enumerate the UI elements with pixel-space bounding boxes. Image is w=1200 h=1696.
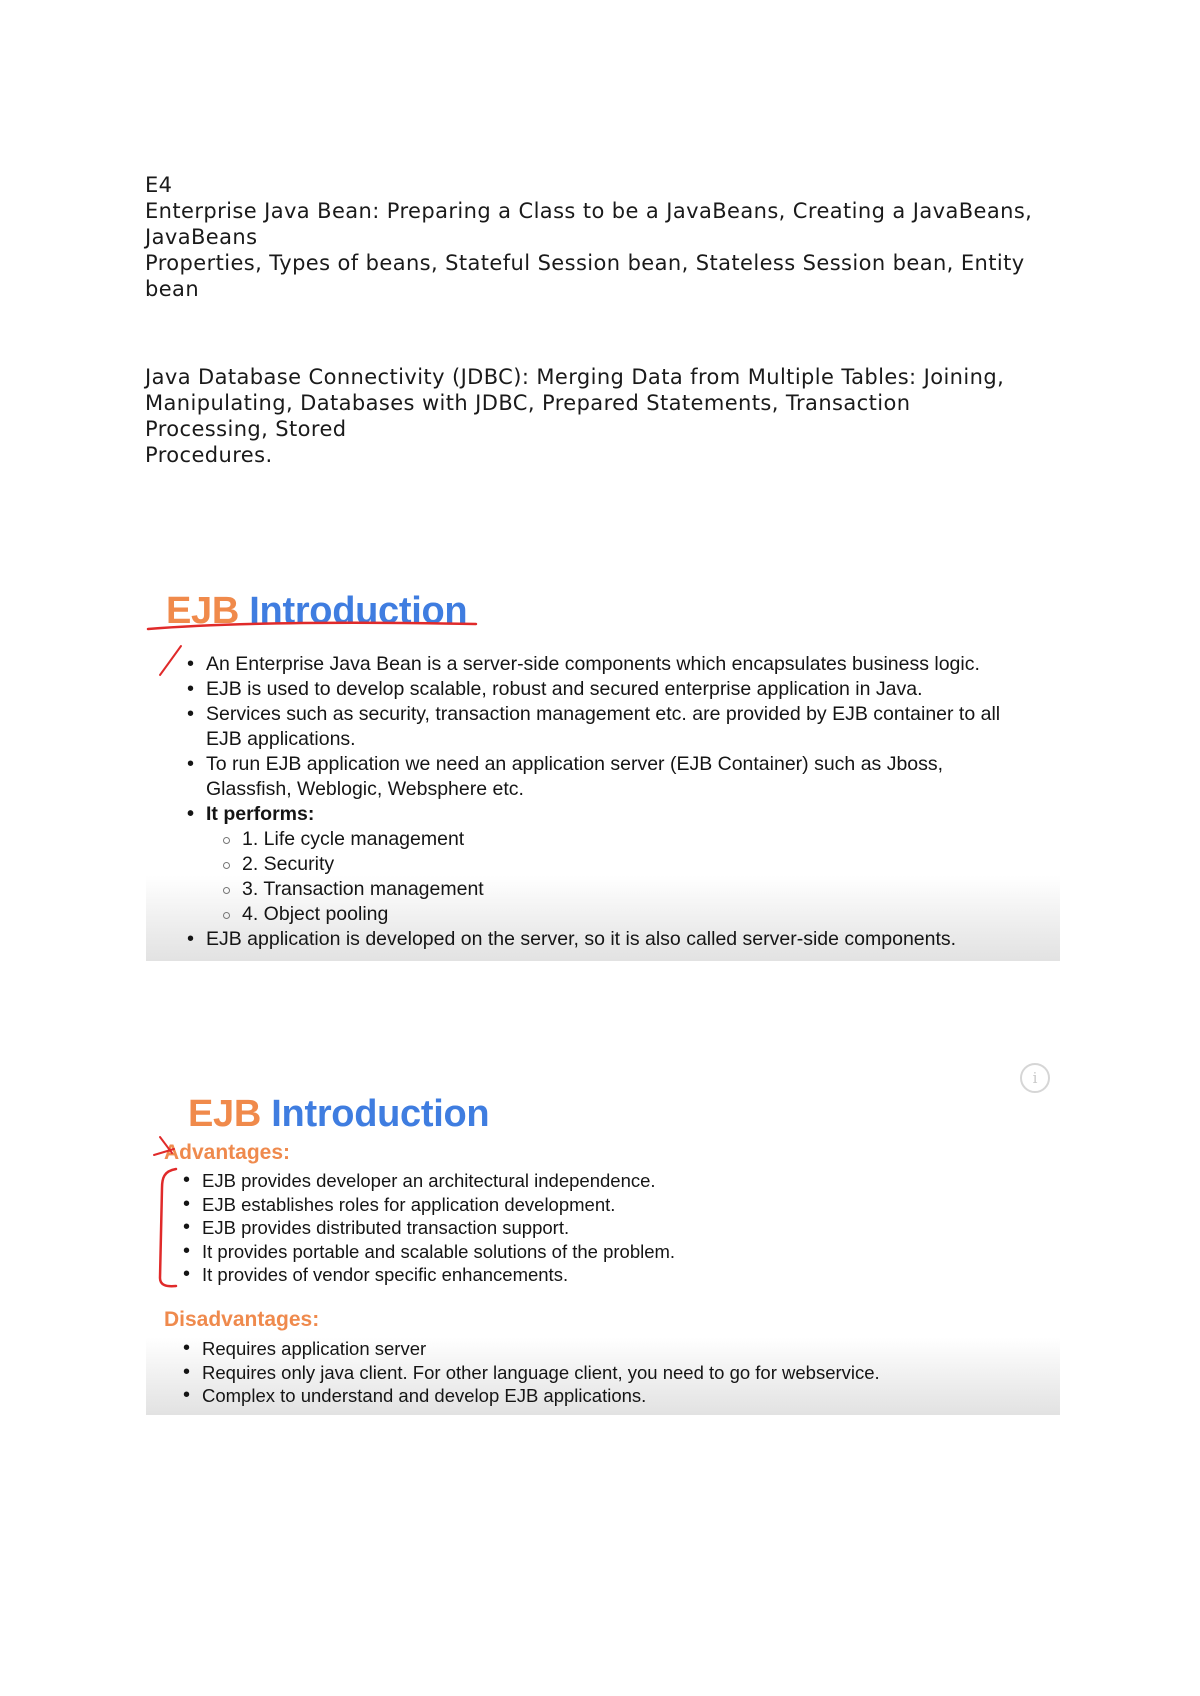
- jdbc-topics-line-3: Processing, Stored: [145, 417, 347, 441]
- list-item: • Requires application server: [182, 1337, 1042, 1361]
- slide-title-introduction: Introduction: [249, 590, 468, 632]
- list-item-performs: [186, 802, 1046, 927]
- list-item: • EJB is used to develop scalable, robust and secured enterprise application in Java.: [186, 677, 1046, 702]
- list-item: [186, 702, 1046, 752]
- list-item: 2. Security: [223, 852, 1046, 877]
- slide-title-introduction: Introduction: [271, 1093, 490, 1135]
- list-item: • Requires only java client. For other language client, you need to go for webservice.: [182, 1361, 1042, 1385]
- performs-sub-list: [206, 827, 1046, 927]
- list-item: 4. Object pooling: [223, 902, 1046, 927]
- ejb-topics-line-2: JavaBeans: [145, 225, 258, 249]
- jdbc-topics-line-1: Java Database Connectivity (JDBC): Merging Data from Multiple Tables: Joining,: [145, 365, 1005, 389]
- ejb-topics-line-4: bean: [145, 277, 200, 301]
- list-item: • It provides of vendor specific enhancements.: [182, 1263, 1042, 1287]
- list-item: • EJB establishes roles for application development.: [182, 1193, 1042, 1217]
- list-item: 3. Transaction management: [223, 877, 1046, 902]
- list-item-line: EJB applications.: [206, 728, 356, 750]
- list-item-line: Glassfish, Weblogic, Websphere etc.: [206, 778, 524, 800]
- intro-bullet-list: [186, 652, 1046, 952]
- jdbc-topics-line-4: Procedures.: [145, 443, 273, 467]
- list-item: • EJB application is developed on the server, so it is also called server-side components.: [186, 927, 1046, 952]
- paragraph-gap: [145, 302, 1065, 364]
- slide-title-ejb: EJB: [188, 1093, 262, 1135]
- list-item: 1. Life cycle management: [223, 827, 1046, 852]
- info-icon[interactable]: i: [1020, 1063, 1050, 1093]
- slide-title: [166, 590, 467, 633]
- advantages-list: [182, 1169, 1042, 1287]
- list-item: • An Enterprise Java Bean is a server-side components which encapsulates business logic.: [186, 652, 1046, 677]
- list-item: • EJB provides developer an architectural independence.: [182, 1169, 1042, 1193]
- disadvantages-list: [182, 1337, 1042, 1408]
- advantages-heading: Advantages:: [164, 1141, 291, 1164]
- slide-title-ejb: EJB: [166, 590, 240, 632]
- list-item: • EJB provides distributed transaction support.: [182, 1216, 1042, 1240]
- list-item: [186, 752, 1046, 802]
- disadvantages-heading: Disadvantages:: [164, 1308, 320, 1331]
- list-item-line: To run EJB application we need an application server (EJB Container) such as Jboss,: [206, 753, 944, 775]
- check-mark-stroke: [160, 646, 181, 675]
- list-item: • It provides portable and scalable solutions of the problem.: [182, 1240, 1042, 1264]
- unit-code: E4: [145, 173, 173, 197]
- slide-ejb-introduction-1: [146, 572, 1060, 961]
- list-item-line: Services such as security, transaction management etc. are provided by EJB container to all: [206, 703, 1001, 725]
- bracket-stroke: [160, 1169, 176, 1286]
- slide-title: [188, 1093, 489, 1136]
- ejb-topics-line-1: Enterprise Java Bean: Preparing a Class to be a JavaBeans, Creating a JavaBeans,: [145, 199, 1033, 223]
- list-item: • Complex to understand and develop EJB applications.: [182, 1384, 1042, 1408]
- syllabus-text: [145, 172, 1065, 468]
- performs-label: It performs:: [206, 803, 315, 825]
- jdbc-topics-line-2: Manipulating, Databases with JDBC, Prepared Statements, Transaction: [145, 391, 911, 415]
- ejb-topics-line-3: Properties, Types of beans, Stateful Session bean, Stateless Session bean, Entity: [145, 251, 1025, 275]
- slide-ejb-introduction-2: [146, 1063, 1060, 1415]
